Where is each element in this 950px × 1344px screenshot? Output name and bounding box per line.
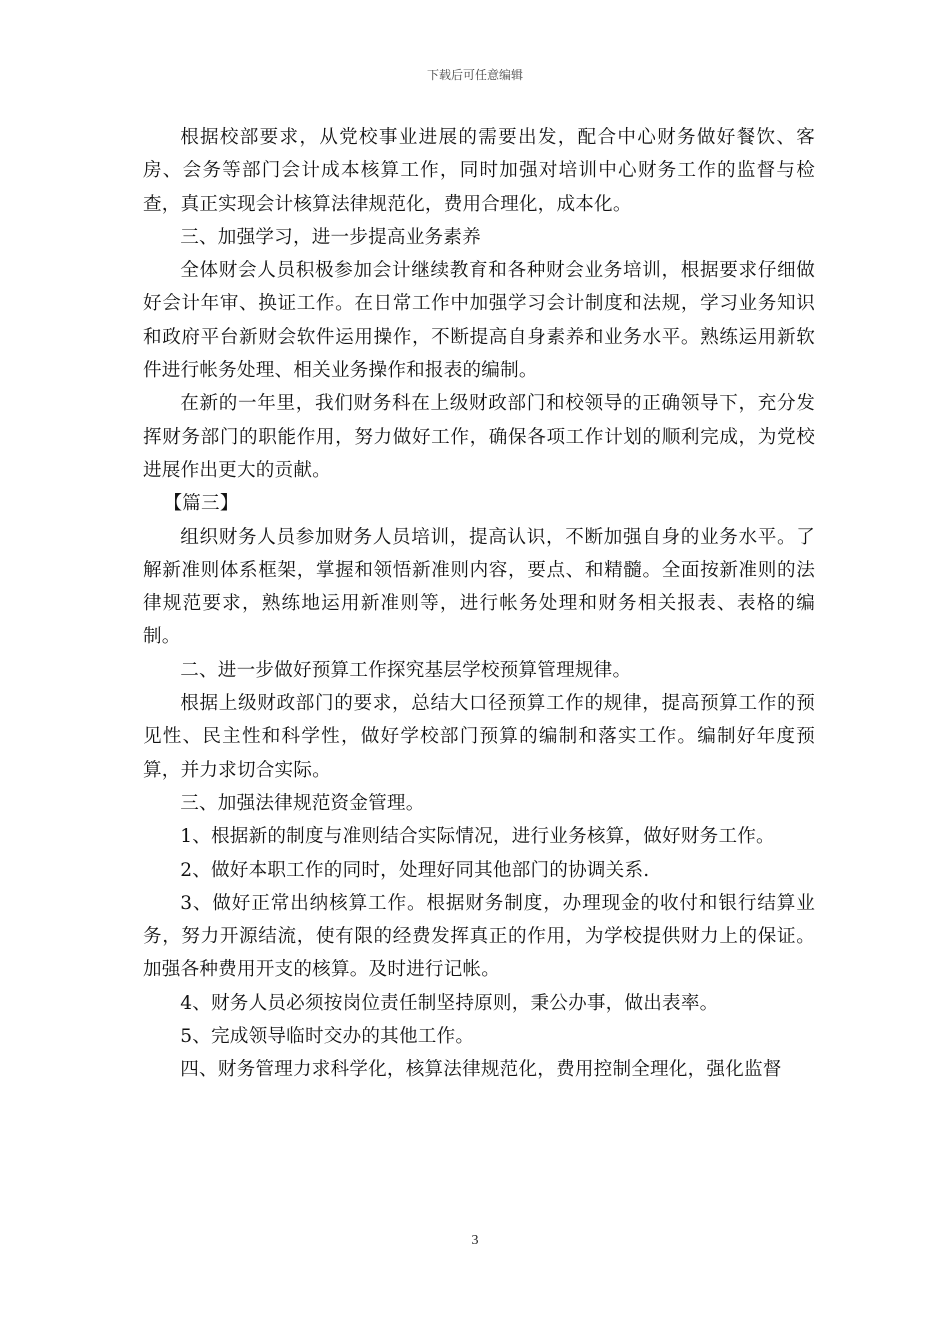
chapter-heading: 【篇三】 bbox=[163, 493, 239, 515]
paragraph: 在新的一年里，我们财务科在上级财政部门和校领导的正确领导下，充分发挥财务部门的职能作用，努力做好工作，确保各项工作计划的顺利完成，为党校进展作出更大的贡献。 bbox=[143, 393, 815, 481]
list-item: 3、做好正常出纳核算工作。根据财务制度，办理现金的收付和银行结算业务，努力开源结流，使有限的经费发挥真正的作用，为学校提供财力上的保证。加强各种费用开支的核算。及时进行记帐。 bbox=[143, 892, 815, 981]
section-heading: 三、加强学习，进一步提高业务素养 bbox=[180, 226, 481, 248]
paragraph: 全体财会人员积极参加会计继续教育和各种财会业务培训，根据要求仔细做好会计年审、换证工作。在日常工作中加强学习会计制度和法规，学习业务知识和政府平台新财会软件运用操作，不断提高自身素养和业务水平。熟练运用新软件进行帐务处理、相关业务操作和报表的编制。 bbox=[143, 260, 815, 382]
page-header-note: 下载后可任意编辑 bbox=[426, 68, 523, 82]
paragraph: 组织财务人员参加财务人员培训，提高认识，不断加强自身的业务水平。了解新准则体系框架，掌握和领悟新准则内容，要点、和精髓。全面按新准则的法律规范要求，熟练地运用新准则等，进行帐务处理和财务相关报表、表格的编制。 bbox=[143, 526, 815, 648]
list-item: 1、根据新的制度与准则结合实际情况，进行业务核算，做好财务工作。 bbox=[180, 826, 775, 848]
list-item: 5、完成领导临时交办的其他工作。 bbox=[180, 1026, 475, 1048]
paragraph: 根据校部要求，从党校事业进展的需要出发，配合中心财务做好餐饮、客房、会务等部门会计成本核算工作，同时加强对培训中心财务工作的监督与检查，真正实现会计核算法律规范化，费用合理化，成本化。 bbox=[143, 127, 815, 215]
document-body bbox=[143, 121, 815, 1087]
section-heading: 四、财务管理力求科学化，核算法律规范化，费用控制全理化，强化监督 bbox=[180, 1059, 782, 1081]
section-heading: 三、加强法律规范资金管理。 bbox=[180, 792, 425, 814]
page-number: 3 bbox=[471, 1233, 479, 1248]
list-item: 2、做好本职工作的同时，处理好同其他部门的协调关系. bbox=[180, 859, 650, 881]
section-heading: 二、进一步做好预算工作探究基层学校预算管理规律。 bbox=[180, 659, 632, 681]
paragraph: 根据上级财政部门的要求，总结大口径预算工作的规律，提高预算工作的预见性、民主性和科学性，做好学校部门预算的编制和落实工作。编制好年度预算，并力求切合实际。 bbox=[143, 693, 815, 781]
list-item: 4、财务人员必须按岗位责任制坚持原则，秉公办事，做出表率。 bbox=[180, 992, 719, 1014]
